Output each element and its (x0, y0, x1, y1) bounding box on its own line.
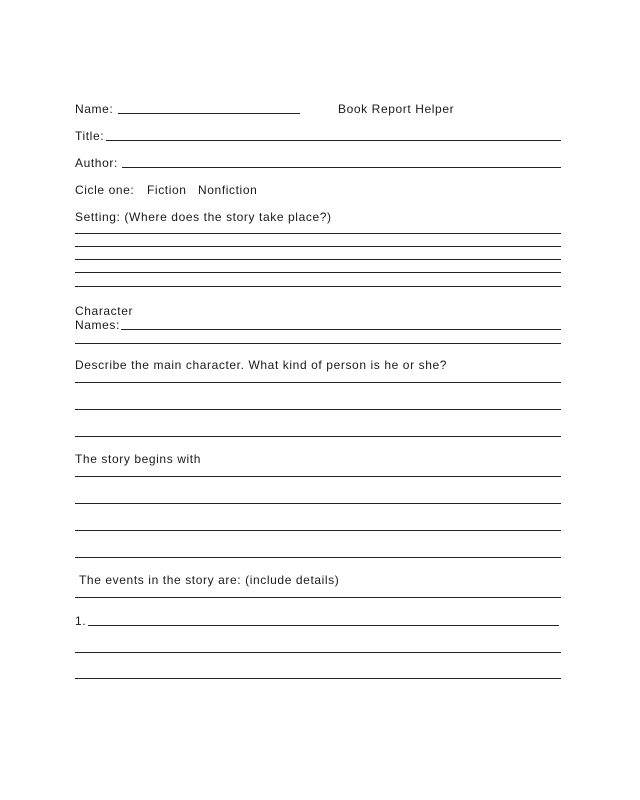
page-title: Book Report Helper (338, 102, 455, 116)
setting-line[interactable] (75, 286, 561, 287)
circle-one-label: Cicle one: (75, 183, 135, 197)
author-field-line[interactable] (122, 167, 561, 168)
option-fiction[interactable]: Fiction (147, 183, 187, 197)
describe-prompt: Describe the main character. What kind of person is he or she? (75, 358, 448, 372)
character-names-line[interactable] (75, 343, 561, 344)
event-1-line[interactable] (88, 625, 559, 626)
begins-line[interactable] (75, 557, 561, 558)
event-number-1: 1. (75, 614, 87, 628)
begins-line[interactable] (75, 530, 561, 531)
name-label: Name: (75, 102, 114, 116)
setting-line[interactable] (75, 246, 561, 247)
character-label: Character (75, 304, 134, 318)
option-nonfiction[interactable]: Nonfiction (198, 183, 258, 197)
author-label: Author: (75, 156, 118, 170)
describe-line[interactable] (75, 382, 561, 383)
events-line[interactable] (75, 678, 561, 679)
begins-line[interactable] (75, 503, 561, 504)
setting-line[interactable] (75, 233, 561, 234)
setting-line[interactable] (75, 259, 561, 260)
names-label: Names: (75, 318, 120, 332)
begins-prompt: The story begins with (75, 452, 201, 466)
events-line[interactable] (75, 597, 561, 598)
events-line[interactable] (75, 652, 561, 653)
setting-prompt: Setting: (Where does the story take place?) (75, 210, 332, 224)
name-field-line[interactable] (118, 113, 300, 114)
setting-line[interactable] (75, 272, 561, 273)
character-names-line[interactable] (121, 329, 561, 330)
title-label: Title: (75, 129, 105, 143)
events-prompt: The events in the story are: (include details) (79, 573, 340, 587)
describe-line[interactable] (75, 436, 561, 437)
title-field-line[interactable] (106, 140, 561, 141)
begins-line[interactable] (75, 476, 561, 477)
describe-line[interactable] (75, 409, 561, 410)
